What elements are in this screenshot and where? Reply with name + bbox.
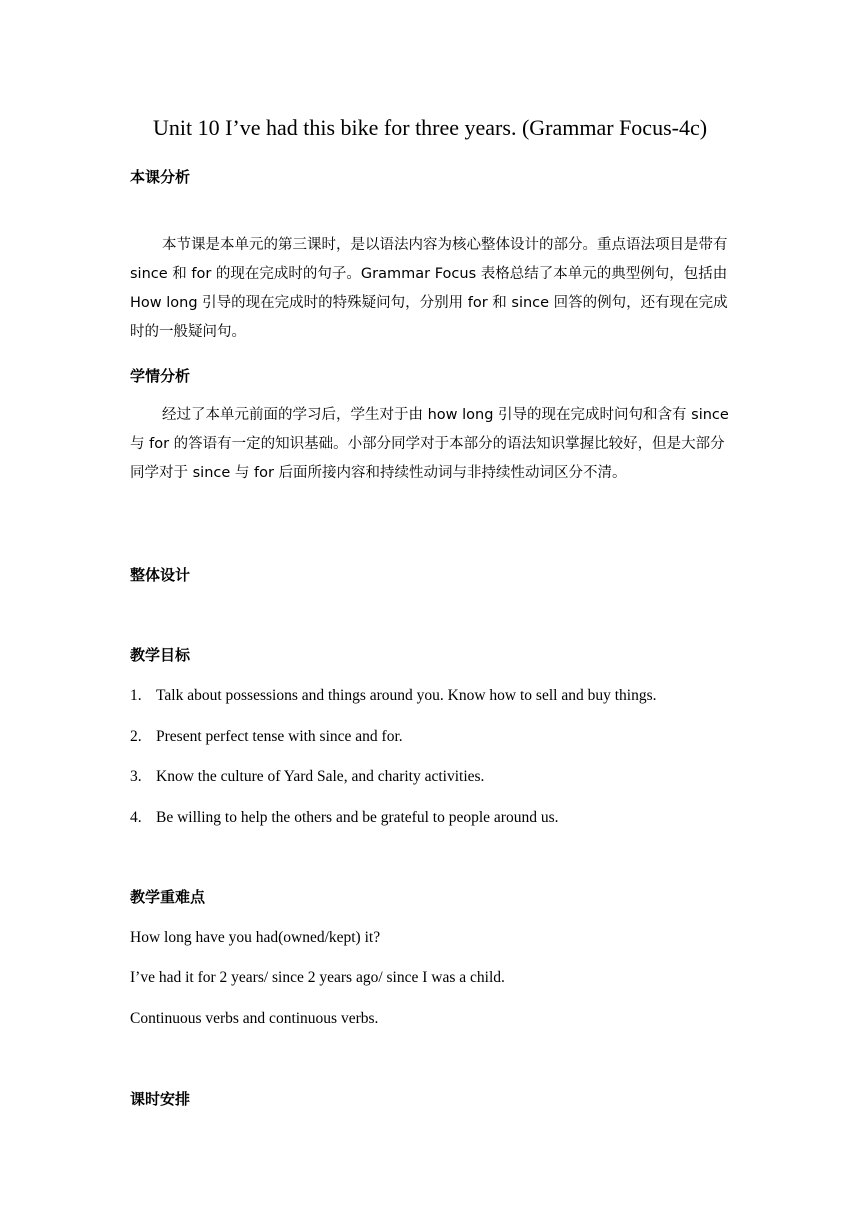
key-point-line: How long have you had(owned/kept) it? (130, 929, 381, 946)
heading-student-analysis: 学情分析 (130, 367, 191, 385)
heading-teaching-objectives: 教学目标 (130, 646, 191, 664)
paragraph-lesson-analysis: 本节课是本单元的第三课时，是以语法内容为核心整体设计的部分。重点语法项目是带有 since 和 for 的现在完成时的句子。Grammar Focus 表格总结了本单元的典型例句，包括由 How long 引导的现在完成时的特殊疑问句，分别用 for 和 since 回答的例句，还有现在完成时的一般疑问句。 (130, 237, 728, 340)
document-title: Unit 10 I’ve had this bike for three years. (Grammar Focus-4c) (152, 115, 708, 140)
key-point-line: I’ve had it for 2 years/ since 2 years ago/ since I was a child. (130, 969, 505, 986)
heading-overall-design: 整体设计 (130, 566, 191, 584)
objectives-list (130, 685, 770, 847)
heading-lesson-analysis: 本课分析 (130, 168, 191, 186)
list-item-text: Present perfect tense with since and for. (156, 727, 403, 745)
list-item-number: 2. (130, 727, 142, 745)
list-item (130, 766, 770, 807)
list-item-number: 1. (130, 687, 142, 704)
list-item-text: Know the culture of Yard Sale, and charity activities. (156, 768, 485, 785)
list-item-number: 3. (130, 768, 142, 785)
key-point-line: Continuous verbs and continuous verbs. (130, 1010, 379, 1027)
list-item (130, 807, 770, 848)
list-item-text: Be willing to help the others and be grateful to people around us. (156, 808, 559, 826)
paragraph-student-analysis: 经过了本单元前面的学习后，学生对于由 how long 引导的现在完成时问句和含有 since 与 for 的答语有一定的知识基础。小部分同学对于本部分的语法知识掌握比较好，但是大部分同学对于 since 与 for 后面所接内容和持续性动词与非持续性动词区分不清。 (130, 407, 729, 481)
list-item-text: Talk about possessions and things around you. Know how to sell and buy things. (156, 687, 657, 704)
heading-schedule: 课时安排 (130, 1090, 191, 1108)
list-item (130, 685, 770, 726)
heading-key-points: 教学重难点 (130, 888, 206, 906)
list-item-number: 4. (130, 808, 142, 826)
list-item (130, 726, 770, 767)
